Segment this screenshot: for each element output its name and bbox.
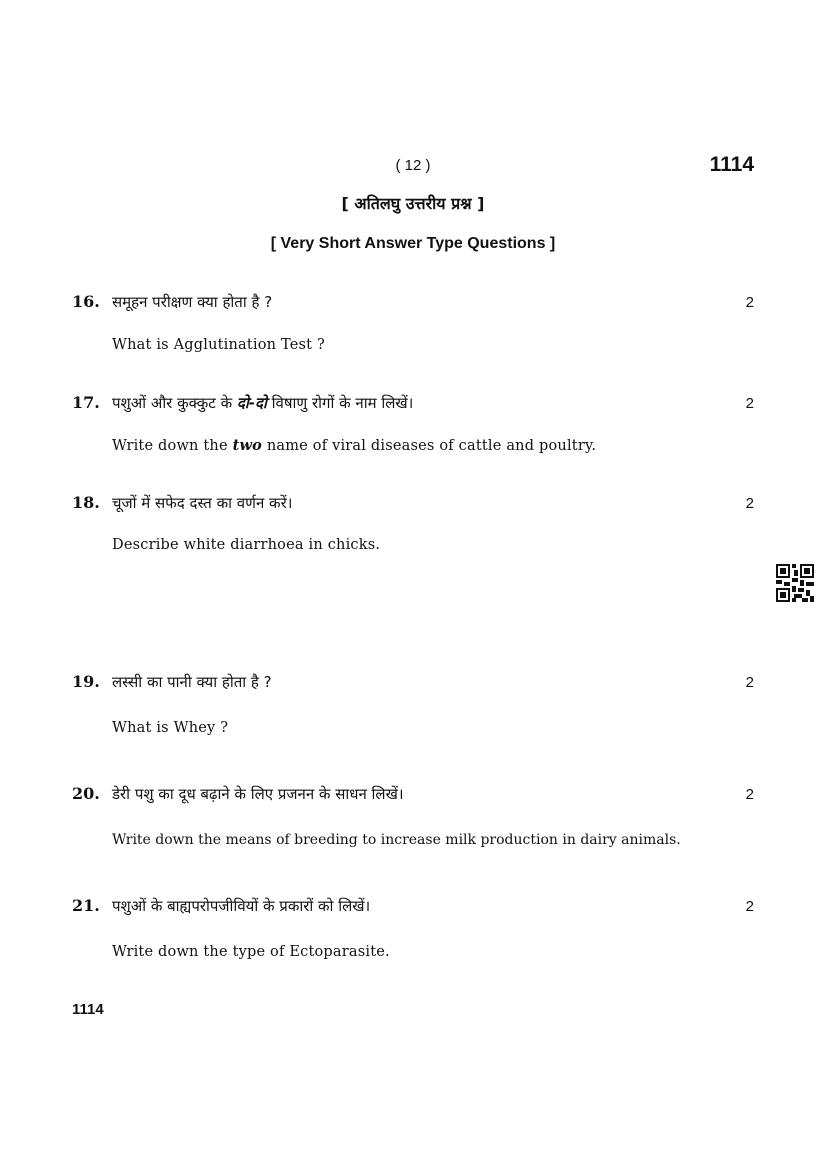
question-english: What is Agglutination Test ? bbox=[112, 337, 325, 353]
question-marks: 2 bbox=[745, 786, 754, 803]
hindi-text: विषाणु रोगों के नाम लिखें। bbox=[266, 394, 414, 412]
qr-code-icon bbox=[776, 564, 814, 602]
question-marks: 2 bbox=[745, 495, 754, 512]
section-title-english: [ Very Short Answer Type Questions ] bbox=[270, 235, 556, 252]
english-emphasis: two bbox=[232, 437, 263, 454]
english-text: name of viral diseases of cattle and poultry. bbox=[262, 438, 597, 454]
question-hindi: चूजों में सफेद दस्त का वर्णन करें। bbox=[112, 494, 293, 512]
hindi-emphasis: दो-दो bbox=[236, 394, 267, 412]
footer-paper-code: 1114 bbox=[72, 1001, 104, 1018]
question-number: 20. bbox=[72, 784, 100, 803]
question-number: 18. bbox=[72, 493, 100, 512]
question-hindi bbox=[112, 393, 413, 413]
question-english: Describe white diarrhoea in chicks. bbox=[112, 537, 381, 553]
question-hindi: समूहन परीक्षण क्या होता है ? bbox=[112, 293, 273, 311]
section-title-hindi: [ अतिलघु उत्तरीय प्रश्न ] bbox=[341, 194, 485, 213]
question-english: Write down the means of breeding to increase milk production in dairy animals. bbox=[112, 832, 681, 848]
question-english bbox=[112, 437, 596, 454]
question-english: What is Whey ? bbox=[112, 720, 229, 736]
question-hindi: लस्सी का पानी क्या होता है ? bbox=[112, 673, 272, 691]
question-marks: 2 bbox=[745, 898, 754, 915]
question-hindi: डेरी पशु का दूध बढ़ाने के लिए प्रजनन के साधन लिखें। bbox=[112, 785, 404, 803]
question-marks: 2 bbox=[745, 294, 754, 311]
question-marks: 2 bbox=[745, 395, 754, 412]
hindi-text: पशुओं और कुक्कुट के bbox=[112, 394, 237, 412]
english-text: Write down the bbox=[112, 438, 233, 454]
question-marks: 2 bbox=[745, 674, 754, 691]
question-number: 17. bbox=[72, 393, 100, 412]
question-number: 16. bbox=[72, 292, 100, 311]
page-number: ( 12 ) bbox=[395, 157, 431, 174]
question-english: Write down the type of Ectoparasite. bbox=[112, 944, 390, 960]
question-number: 19. bbox=[72, 672, 100, 691]
question-hindi: पशुओं के बाह्यपरोपजीवियों के प्रकारों को लिखें। bbox=[112, 897, 371, 915]
question-number: 21. bbox=[72, 896, 100, 915]
paper-code: 1114 bbox=[709, 153, 754, 176]
